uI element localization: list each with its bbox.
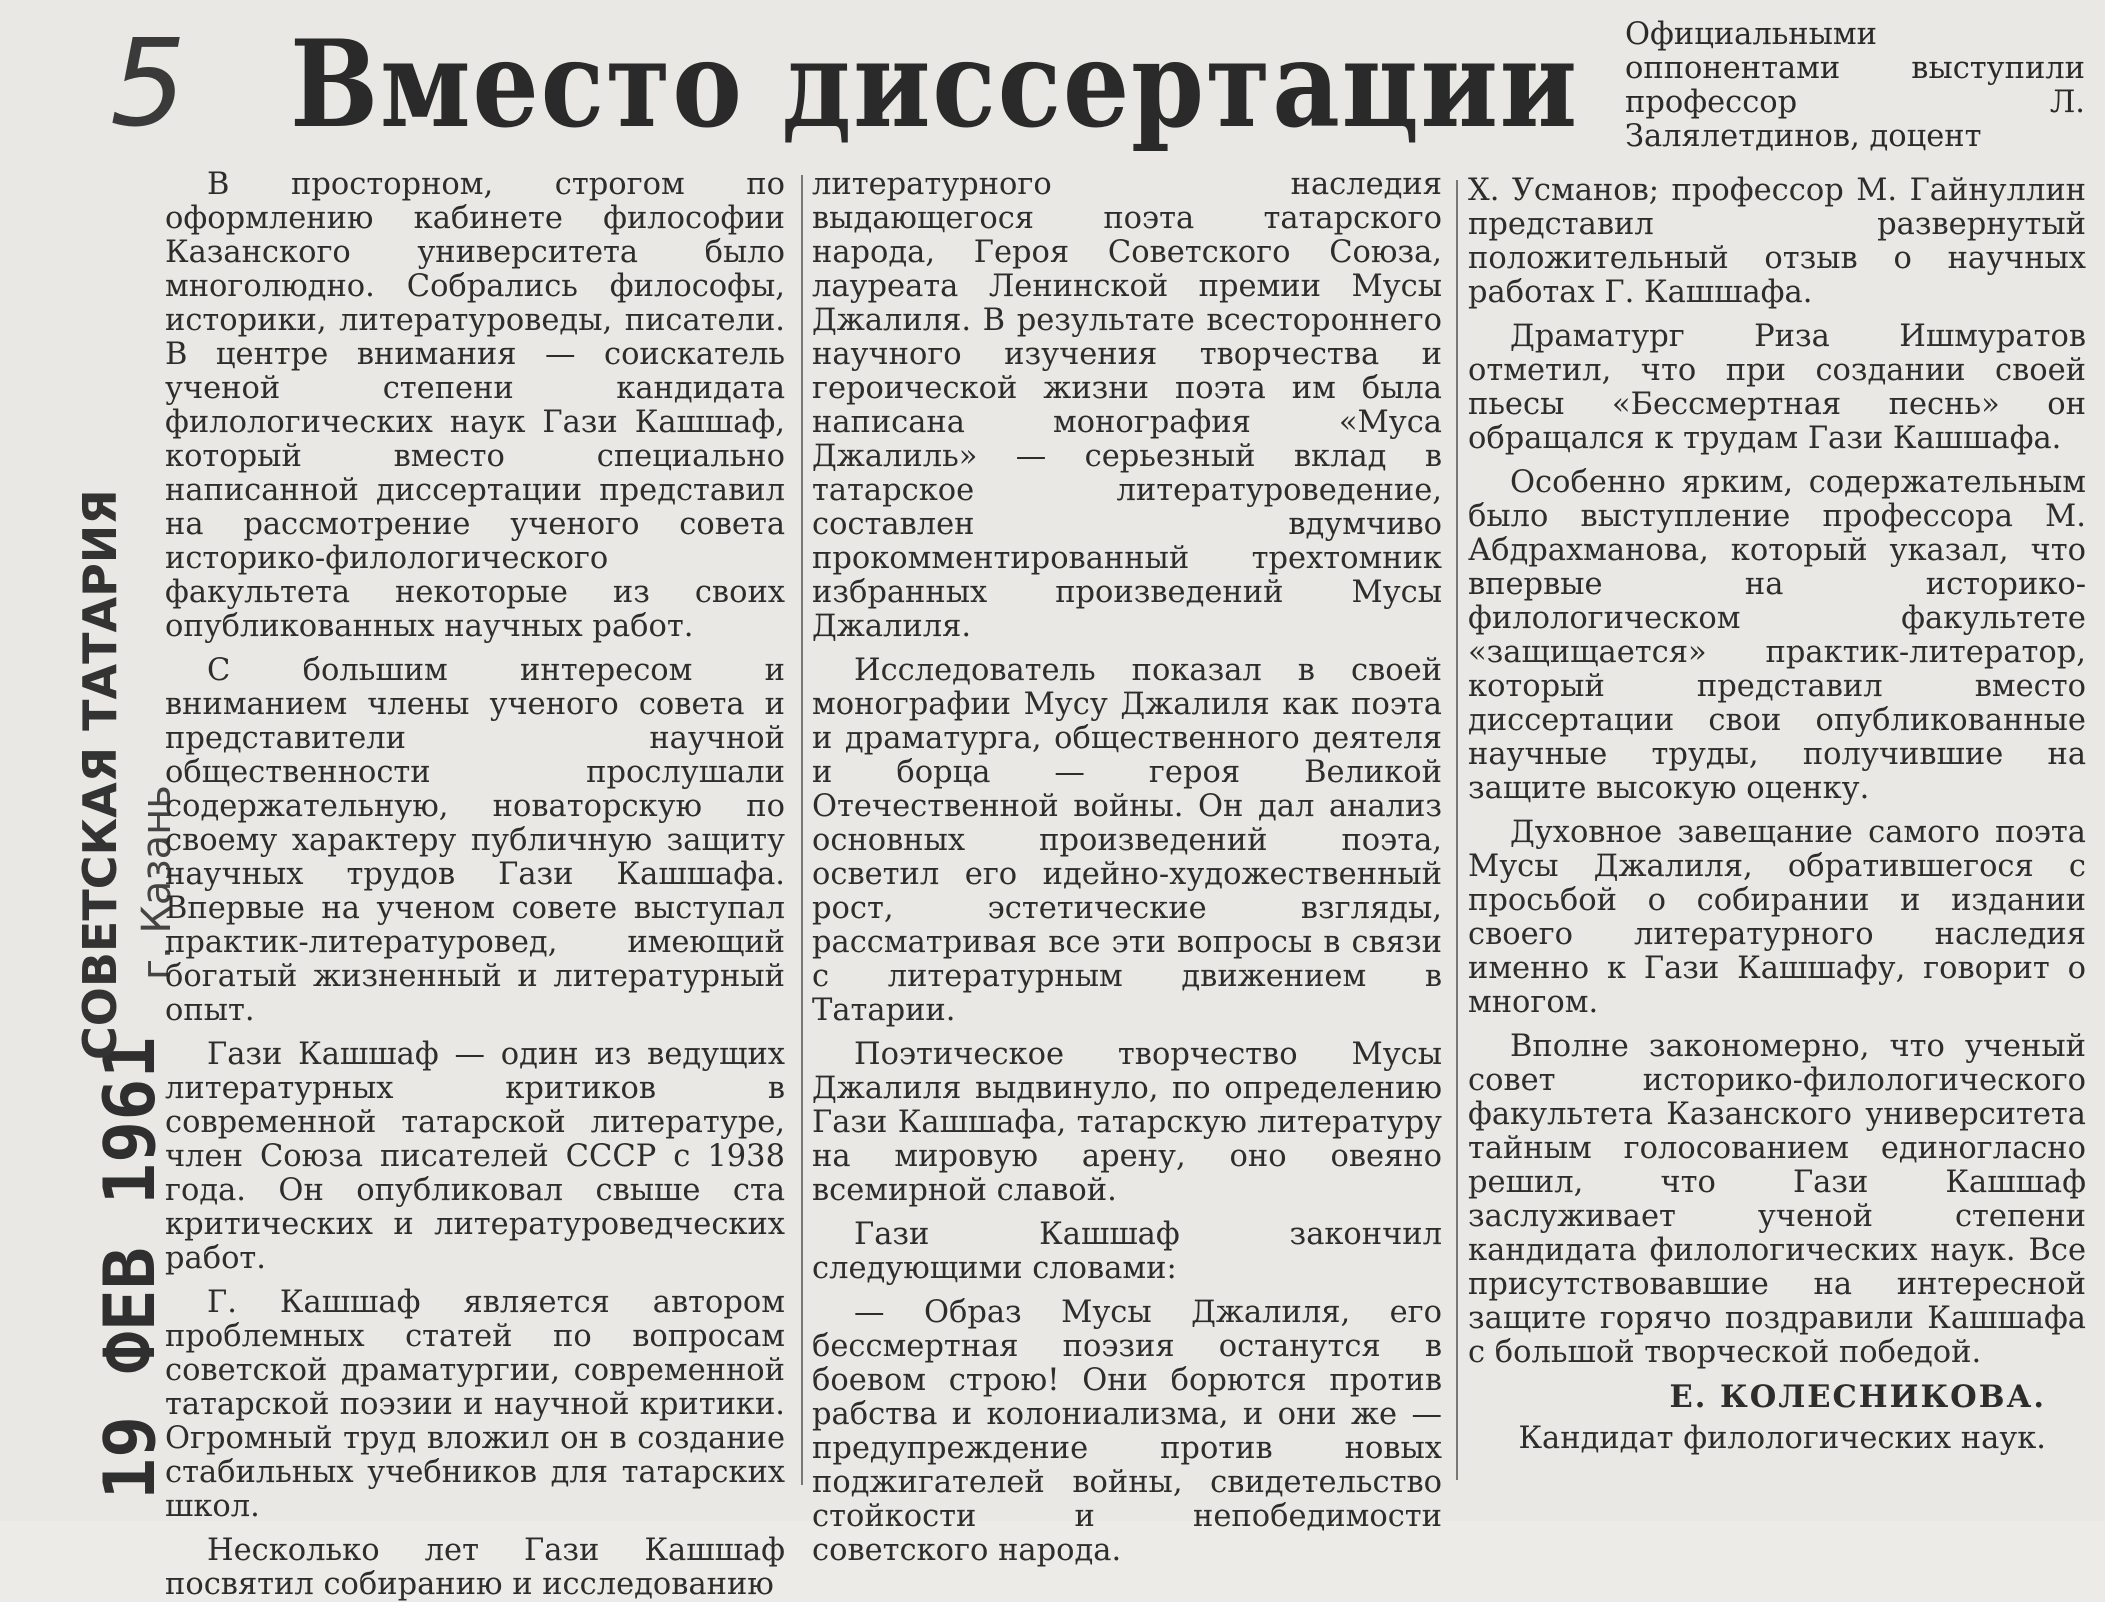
paragraph: Несколько лет Гази Кашшаф посвятил собиранию и исследованию bbox=[165, 1533, 785, 1602]
paragraph: С большим интересом и вниманием члены ученого совета и представители научной общественности прослушали содержательную, новаторскую по своему характеру публичную защиту научных трудов Гази Кашшафа. Впервые на ученом совете выступал практик-литературовед, имеющий богатый жизненный и литературный опыт. bbox=[165, 653, 785, 1028]
paragraph: Исследователь показал в своей монографии Мусу Джалиля как поэта и драматурга, общественного деятеля и борца — героя Великой Отечественной войны. Он дал анализ основных произведений поэта, осветил его идейно-художественный рост, эстетические взгляды, рассматривая все эти вопросы в связи с литературным движением в Татарии. bbox=[812, 653, 1442, 1028]
paragraph: Драматург Риза Ишмуратов отметил, что при создании своей пьесы «Бессмертная песнь» он обращался к трудам Гази Кашшафа. bbox=[1468, 319, 2086, 456]
archive-stamp bbox=[10, 400, 180, 1500]
author-title: Кандидат филологических наук. bbox=[1518, 1421, 2046, 1456]
handwritten-page-number: 5 bbox=[110, 15, 187, 154]
stamp-date: 19 ФЕВ 1961 bbox=[89, 1036, 171, 1500]
paragraph: Г. Кашшаф является автором проблемных статей по вопросам советской драматургии, современной татарской поэзии и научной критики. Огромный труд вложил он в создание стабильных учебников для татарских школ. bbox=[165, 1285, 785, 1524]
paragraph: Поэтическое творчество Мусы Джалиля выдвинуло, по определению Гази Кашшафа, татарскую литературу на мировую арену, оно овеяно всемирной славой. bbox=[812, 1037, 1442, 1208]
paragraph: Особенно ярким, содержательным было выступление профессора М. Абдрахманова, который указал, что впервые на историко-филологическом факультете «защищается» практик-литератор, который представил вместо диссертации свои опубликованные научные труды, получившие на защите высокую оценку. bbox=[1468, 465, 2086, 806]
column-divider bbox=[801, 175, 803, 1485]
paragraph: литературного наследия выдающегося поэта татарского народа, Героя Советского Союза, лауреата Ленинской премии Мусы Джалиля. В результате всестороннего научного изучения творчества и героической жизни поэта им была написана монография «Муса Джалиль» — серьезный вклад в татарское литературоведение, составлен вдумчиво прокомментированный трехтомник избранных произведений Мусы Джалиля. bbox=[812, 167, 1442, 644]
paragraph: — Образ Мусы Джалиля, его бессмертная поэзия останутся в боевом строю! Они борются против рабства и колониализма, и они же — предупреждение против новых поджигателей войны, свидетельство стойкости и непобедимости советского народа. bbox=[812, 1295, 1442, 1568]
paragraph: Вполне закономерно, что ученый совет историко-филологического факультета Казанского университета тайным голосованием единогласно решил, что Гази Кашшаф заслуживает ученой степени кандидата филологических наук. Все присутствовавшие на интересной защите горячо поздравили Кашшафа с большой творческой победой. bbox=[1468, 1029, 2086, 1370]
article-headline: Вместо диссертации bbox=[290, 14, 1579, 155]
paragraph: Гази Кашшаф закончил следующими словами: bbox=[812, 1217, 1442, 1286]
intro-text: Официальными оппонентами выступили профессор Л. Залялетдинов, доцент bbox=[1625, 17, 2085, 154]
column-divider bbox=[1456, 180, 1458, 1480]
column-2 bbox=[812, 167, 1442, 1568]
stamp-newspaper: СОВЕТСКАЯ ТАТАРИЯ bbox=[73, 489, 127, 1060]
paragraph: Х. Усманов; профессор М. Гайнуллин представил развернутый положительный отзыв о научных работах Г. Кашшафа. bbox=[1468, 173, 2086, 310]
column-3 bbox=[1468, 174, 2086, 1494]
paragraph: Духовное завещание самого поэта Мусы Джалиля, обратившегося с просьбой о собирании и издании своего литературного наследия именно к Гази Кашшафу, говорит о многом. bbox=[1468, 815, 2086, 1020]
author-name: Е. КОЛЕСНИКОВА. bbox=[1669, 1379, 2046, 1415]
paragraph: Гази Кашшаф — один из ведущих литературных критиков в современной татарской литературе, член Союза писателей СССР с 1938 года. Он опубликовал свыше ста критических и литературоведческих работ. bbox=[165, 1037, 785, 1276]
paragraph: В просторном, строгом по оформлению кабинете философии Казанского университета было многолюдно. Собрались философы, историки, литературоведы, писатели. В центре внимания — соискатель ученой степени кандидата филологических наук Гази Кашшаф, который вместо специально написанной диссертации представил на рассмотрение ученого совета историко-филологического факультета некоторые из своих опубликованных научных работ. bbox=[165, 167, 785, 644]
column-1 bbox=[165, 167, 785, 1602]
stamp-city: г. Казань bbox=[134, 785, 180, 980]
